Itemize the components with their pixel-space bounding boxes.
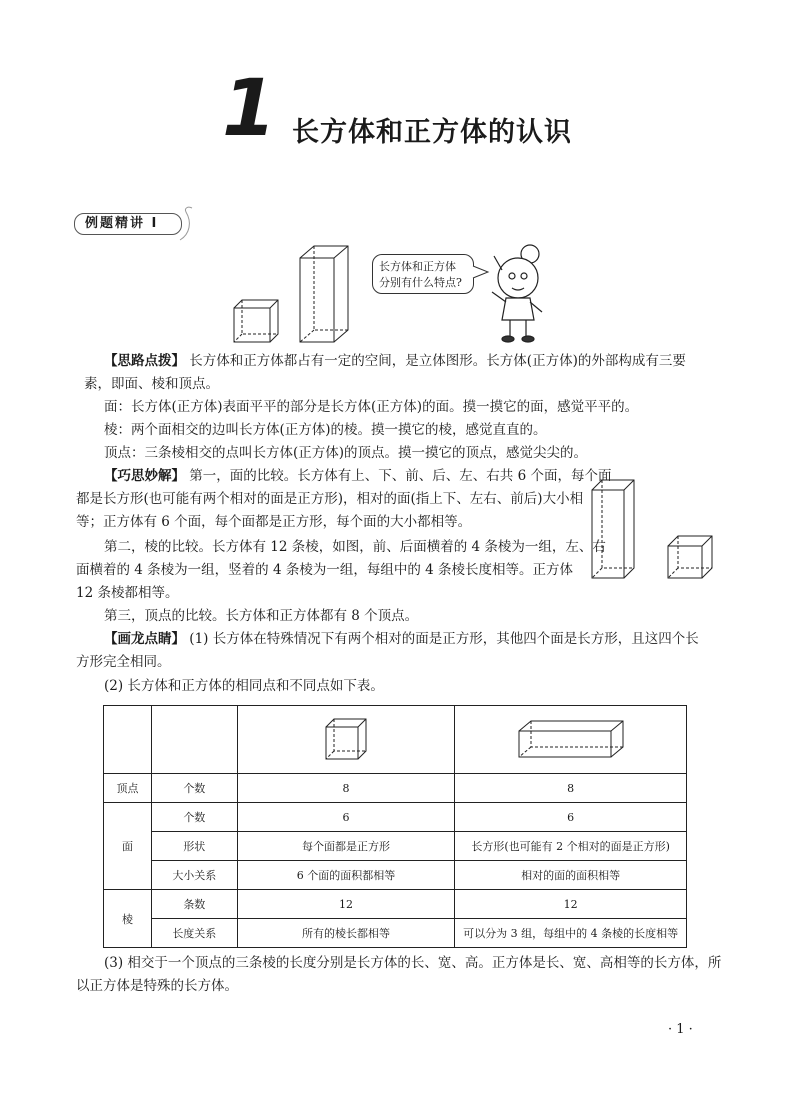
qiaosi-text-1: 第一，面的比较。长方体有上、下、前、后、左、右共 6 个面，每个面 <box>189 468 612 484</box>
chapter-number: 1 <box>222 64 277 154</box>
qiaosi-text-2: 都是长方形(也可能有两个相对的面是正方形)，相对的面(指上下、左右、前后)大小相 <box>76 491 584 507</box>
section-tag: 例题精讲 Ⅰ <box>74 213 182 235</box>
comparison-table <box>103 705 687 948</box>
cuboid-and-cube-illustration <box>588 478 718 582</box>
vertex-definition: 顶点：三条棱相交的点叫长方体(正方体)的顶点。摸一摸它的顶点，感觉尖尖的。 <box>104 445 588 461</box>
qiaosi-label: 【巧思妙解】 <box>104 468 185 484</box>
page-number: · 1 · <box>668 1022 693 1037</box>
speech-bubble <box>372 254 474 294</box>
edge-definition: 棱：两个面相交的边叫长方体(正方体)的棱。摸一摸它的棱，感觉直直的。 <box>104 422 547 438</box>
cube-and-cuboid-illustration <box>230 242 360 344</box>
edge-length-label: 长度关系 <box>151 919 237 948</box>
table-row <box>104 890 687 919</box>
table-row <box>104 774 687 803</box>
third-text: 第三，顶点的比较。长方体和正方体都有 8 个顶点。 <box>104 608 419 624</box>
chapter-title: 长方体和正方体的认识 <box>292 117 572 148</box>
edge-header: 棱 <box>104 890 152 948</box>
second-text-1: 第二，棱的比较。长方体有 12 条棱，如图，前、后面横着的 4 条棱为一组，左、右 <box>104 539 606 555</box>
face-shape-cuboid: 长方形(也可能有 2 个相对的面是正方形) <box>455 832 687 861</box>
cube-table-icon <box>322 715 370 761</box>
face-size-cuboid: 相对的面的面积相等 <box>455 861 687 890</box>
table-header-row <box>104 706 687 774</box>
bubble-line-1: 长方体和正方体 <box>379 260 456 273</box>
cube-drawing <box>234 300 278 342</box>
table-row <box>104 803 687 832</box>
cuboid-table-icon <box>515 715 627 761</box>
face-count-label: 个数 <box>151 803 237 832</box>
silu-label: 【思路点拨】 <box>104 353 185 369</box>
tall-cuboid-drawing <box>300 246 348 342</box>
face-size-label: 大小关系 <box>151 861 237 890</box>
point-3-text-2: 以正方体是特殊的长方体。 <box>76 978 238 994</box>
face-size-cube: 6 个面的面积都相等 <box>237 861 455 890</box>
face-shape-cube: 每个面都是正方形 <box>237 832 455 861</box>
silu-paragraph <box>84 350 724 373</box>
qiaosi-text-3: 等；正方体有 6 个面，每个面都是正方形，每个面的大小都相等。 <box>76 514 472 530</box>
vertex-count-cube: 8 <box>237 774 455 803</box>
face-count-cube: 6 <box>237 803 455 832</box>
vertex-header: 顶点 <box>104 774 152 803</box>
right-tall-cuboid <box>592 480 634 578</box>
cube-header-cell <box>237 706 455 774</box>
hualong-text-1: (1) 长方体在特殊情况下有两个相对的面是正方形，其他四个面是长方形，且这四个长 <box>189 631 699 647</box>
decorative-swirl-icon <box>176 204 198 244</box>
table-corner-cell <box>104 706 152 774</box>
table-row <box>104 919 687 948</box>
face-shape-label: 形状 <box>151 832 237 861</box>
cuboid-header-cell <box>455 706 687 774</box>
table-row <box>104 832 687 861</box>
bubble-line-2: 分别有什么特点? <box>379 276 462 289</box>
silu-text-2: 素，即面、棱和顶点。 <box>84 376 219 392</box>
edge-count-cube: 12 <box>237 890 455 919</box>
vertex-count-cuboid: 8 <box>455 774 687 803</box>
table-row <box>104 861 687 890</box>
silu-text-1: 长方体和正方体都占有一定的空间，是立体图形。长方体(正方体)的外部构成有三要 <box>189 353 686 369</box>
edge-length-cuboid: 可以分为 3 组，每组中的 4 条棱的长度相等 <box>455 919 687 948</box>
second-text-3: 12 条棱都相等。 <box>76 585 179 601</box>
point-3-text-1: (3) 相交于一个顶点的三条棱的长度分别是长方体的长、宽、高。正方体是长、宽、高相等的长方体，所 <box>104 955 722 971</box>
hualong-label: 【画龙点睛】 <box>104 631 185 647</box>
point-2-text: (2) 长方体和正方体的相同点和不同点如下表。 <box>104 678 384 694</box>
hualong-text-2: 方形完全相同。 <box>76 654 171 670</box>
right-cube <box>668 536 712 578</box>
edge-count-cuboid: 12 <box>455 890 687 919</box>
table-header-empty <box>151 706 237 774</box>
vertex-count-label: 个数 <box>151 774 237 803</box>
qiaosi-paragraph <box>104 465 611 488</box>
edge-length-cube: 所有的棱长都相等 <box>237 919 455 948</box>
hualong-paragraph <box>104 628 699 651</box>
cartoon-girl-icon <box>488 240 558 346</box>
face-count-cuboid: 6 <box>455 803 687 832</box>
face-definition: 面：长方体(正方体)表面平平的部分是长方体(正方体)的面。摸一摸它的面，感觉平平的。 <box>104 399 639 415</box>
face-header: 面 <box>104 803 152 890</box>
edge-count-label: 条数 <box>151 890 237 919</box>
second-text-2: 面横着的 4 条棱为一组，竖着的 4 条棱为一组，每组中的 4 条棱长度相等。正方体 <box>76 562 574 578</box>
